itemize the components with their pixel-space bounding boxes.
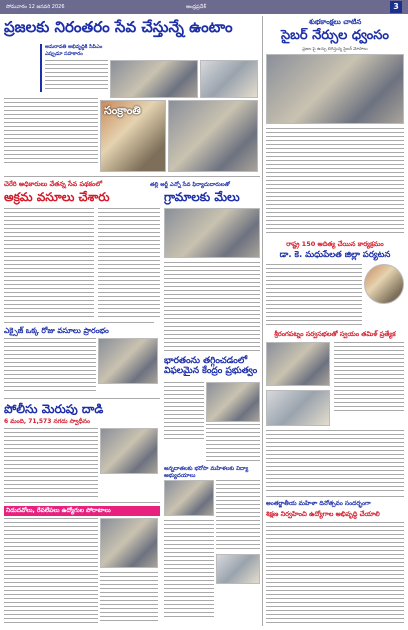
story7-kicker: రాష్ట్ర 150 అదిత్య చేయిన కార్యక్రమం [286, 240, 384, 248]
portrait-photo [364, 264, 404, 304]
story7-headline: డా. కె. మధుపేలత జిల్లా పర్యటన [279, 250, 391, 260]
article-text [164, 262, 260, 352]
page-number: 3 [390, 1, 402, 13]
article-text [4, 98, 98, 166]
main-headline: ప్రజలకు నిరంతరం సేవ చేస్తున్నే ఉంటాం [4, 18, 233, 36]
news-photo [98, 338, 158, 384]
section-divider [4, 176, 260, 177]
article-text [4, 208, 94, 318]
article-text [4, 428, 98, 498]
news-photo [216, 554, 260, 584]
section-name: ఆంధ్రప్రదేశ్ [186, 4, 206, 10]
news-photo [206, 382, 260, 422]
story5-headline: పోలీసు మెరుపు దాడి [4, 402, 104, 416]
right-sub: ప్రజల పై ఉచ్చు బిగిస్తున్న సైబర్ మోసాలు [302, 46, 368, 51]
top-bar [0, 0, 408, 14]
article-text [164, 382, 204, 442]
story2-kicker: చెరేరి అధికారులు వేతన్న సేవ పథకంలో [4, 180, 103, 188]
news-photo [200, 60, 258, 98]
news-photo [100, 428, 158, 474]
story3-headline: గ్రామాలకు మేలు [164, 190, 240, 204]
story10-headline: అన్నదాతలకు భరోసా మహిళలకు విద్యా అభ్యుదయాలు [164, 466, 249, 479]
news-photo [100, 518, 158, 568]
column-divider [262, 16, 263, 626]
story3-kicker: తల్లి అర్జీ ఎన్నో సేవ ఫిర్యాదుదారులతో [150, 182, 230, 188]
article-text [164, 520, 214, 620]
section-divider [4, 502, 160, 503]
sankranti-label: సంక్రాంతి [104, 104, 141, 117]
section-divider [266, 496, 404, 497]
issue-date: సోమవారం 12 జనవరి 2026 [6, 4, 65, 10]
story2-headline: అక్రమ వసూలు చేశారు [4, 190, 110, 204]
news-photo [168, 100, 258, 172]
news-photo [110, 60, 198, 98]
news-photo [266, 54, 404, 124]
article-text [266, 522, 404, 624]
news-photo [266, 342, 330, 386]
article-text [266, 128, 404, 236]
story11-headline: శిక్షణ నిర్వహించి ఉద్యోగాల అభివృద్ధి చేయాలి [266, 510, 380, 518]
story9-headline: భారతంను తగ్గించడంలో విఫలమైన కేంద్రం ప్రభుత్వం [164, 356, 258, 377]
article-text [216, 480, 260, 550]
right-kicker: శుభకాంక్షలు చాటిన [308, 18, 362, 26]
news-photo [266, 390, 330, 426]
article-text [100, 572, 158, 624]
lead-intro-box [40, 44, 108, 92]
article-text [266, 264, 362, 326]
story6-headline: నిడుదవోలు, రేపలేపలు ఉద్యోగుల పోరాటాలు [4, 506, 160, 516]
article-text [206, 424, 260, 462]
article-text [98, 208, 160, 318]
story5-sub: 6 మంది, 71,573 నగదు స్వాధీనం [4, 418, 91, 425]
article-text [266, 430, 404, 492]
right-headline: సైబర్ నేర్సుల ధ్వంసం [281, 28, 389, 43]
article-text [334, 342, 404, 412]
story8-headline: శ్రీరంగపట్నం సర్వసభలతో స్వయం తమిళ్ ప్రత్యేక [274, 330, 396, 338]
section-divider [4, 322, 154, 323]
section-divider [4, 398, 160, 399]
article-text [4, 338, 96, 394]
story11-kicker: అంతర్జాతీయ మహిళా దినోత్సవం సందర్భంగా [266, 500, 371, 507]
lead-intro: అమరావతి అభివృద్ధికి సిపిఎం ఎప్పుడూ సహకారం [45, 44, 103, 57]
news-photo [164, 208, 260, 258]
lead-intro-text [45, 60, 108, 90]
article-text [4, 518, 98, 624]
news-photo [164, 480, 214, 516]
story4-headline: ఎక్సైజ్ ఒక్క రోజు వసూలు ప్రారంభం [4, 326, 109, 335]
